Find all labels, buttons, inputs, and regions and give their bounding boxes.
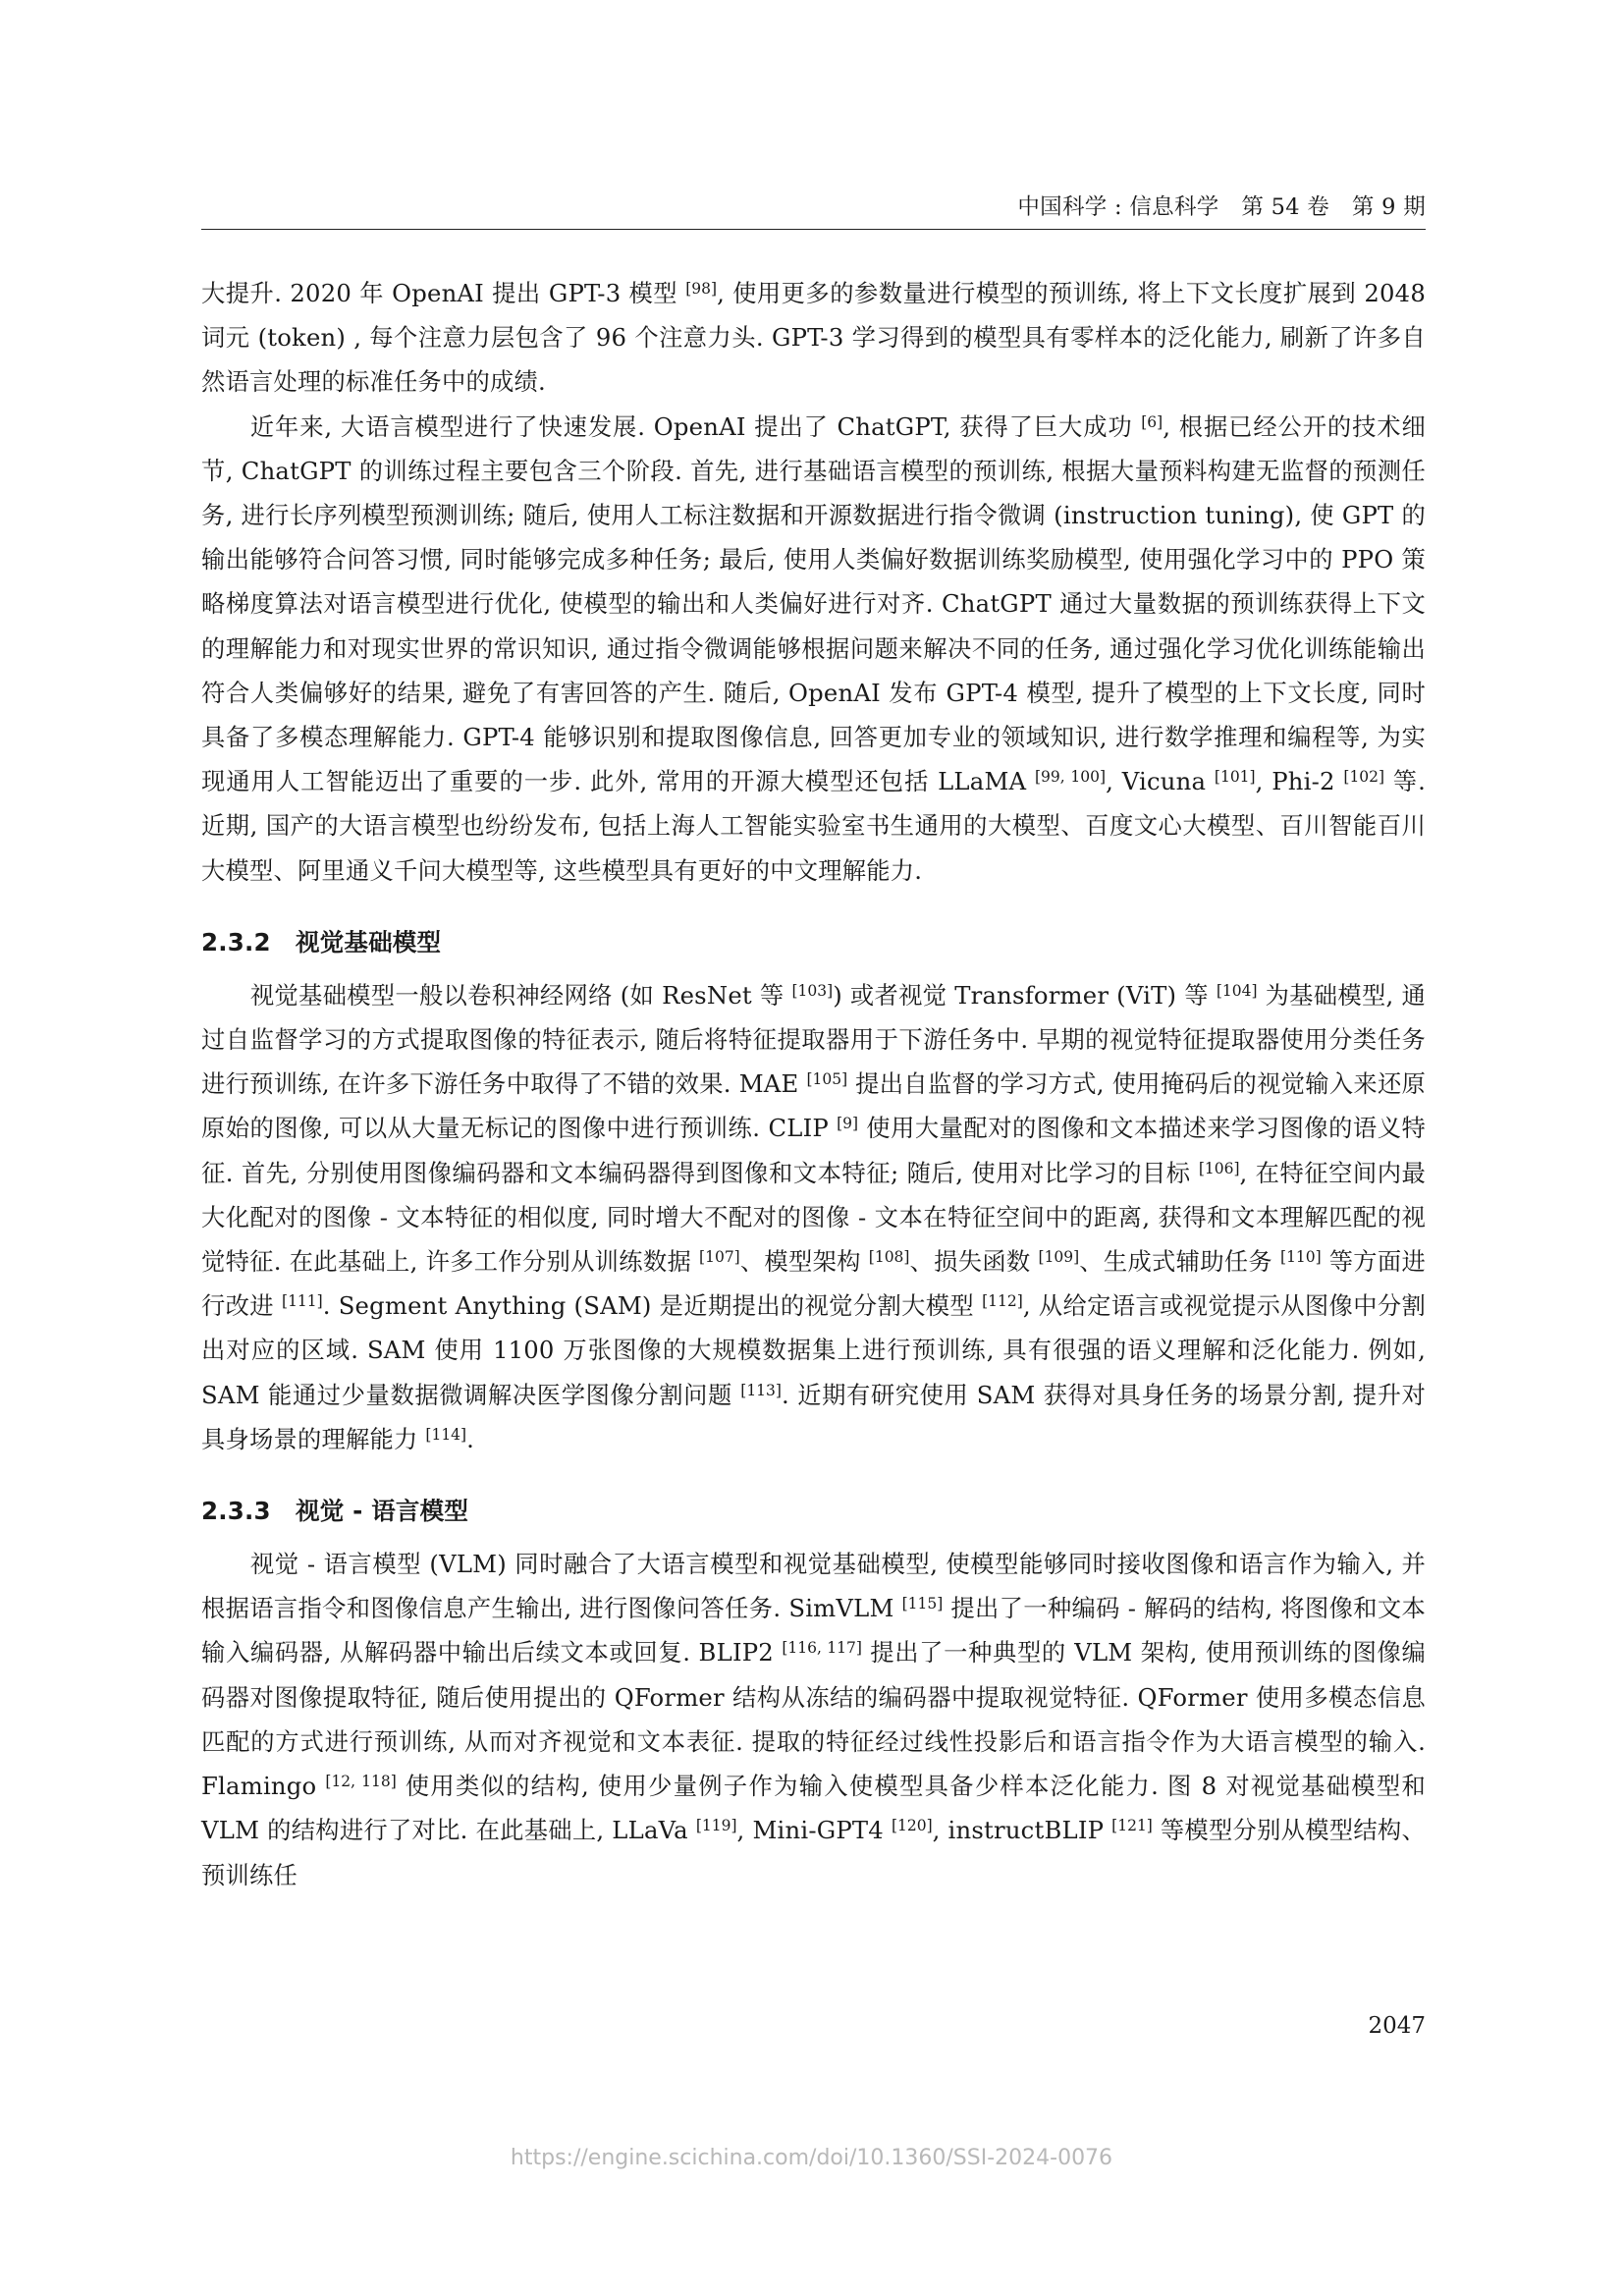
citation: [110] [1280,1248,1322,1267]
citation: [101] [1214,768,1256,787]
text-run: , 使用更多的参数量进行模型的预训练, 将上下文长度扩展到 2048 词元 (token) , 每个注意力层包含了 96 个注意力头. GPT-3 学习得到的模型具有零样本的泛化能力, 刷新了许多自然语言处理的标准任务中的成绩. [201,279,1426,397]
citation: [98] [685,280,718,298]
text-run: ) 或者视觉 Transformer (ViT) 等 [833,980,1217,1010]
citation: [103] [791,981,834,1000]
text-run: 等. 近期, 国产的大语言模型也纷纷发布, 包括上海人工智能实验室书生通用的大模型、百度文心大模型、百川智能百川大模型、阿里通义千问大模型等, 这些模型具有更好的中文理解能力. [201,767,1427,885]
citation: [108] [868,1248,910,1267]
citation: [6] [1141,412,1163,431]
paragraph-continued [201,271,1426,405]
paragraph-llm-development [201,405,1426,893]
text-run: 、损失函数 [909,1247,1039,1277]
citation: [111] [282,1292,323,1311]
text-run: 大提升. 2020 年 OpenAI 提出 GPT-3 模型 [201,279,686,307]
text-run: 近年来, 大语言模型进行了快速发展. OpenAI 提出了 ChatGPT, 获得了巨大成功 [249,411,1142,441]
citation: [99, 100] [1035,768,1107,787]
text-run: 、模型架构 [739,1247,869,1277]
citation: [107] [699,1248,740,1267]
page-number: 2047 [1368,2013,1426,2039]
doi-url-watermark: https://engine.scichina.com/doi/10.1360/SSI-2024-0076 [510,2146,1113,2170]
citation: [114] [425,1425,467,1444]
citation: [105] [806,1070,848,1089]
section-title: 视觉基础模型 [296,927,442,957]
citation: [9] [837,1115,859,1133]
section-heading-2-3-2 [201,920,1426,964]
text-run: 、生成式辅助任务 [1079,1247,1281,1277]
text-run: 视觉 - 语言模型 (VLM) 同时融合了大语言模型和视觉基础模型, 使模型能够同时接收图像和语言作为输入, 并根据语言指令和图像信息产生输出, 进行图像问答任务. SimVLM [201,1550,1426,1623]
text-run: , 根据已经公开的技术细节, ChatGPT 的训练过程主要包含三个阶段. 首先, 进行基础语言模型的预训练, 根据大量预料构建无监督的预测任务, 进行长序列模型预测训练; 随后, 使用人工标注数据和开源数据进行指令微调 (instruction tuning), 使 GPT 的输出能够符合问答习惯, 同时能够完成多种任务; 最后, 使用人类偏好数据训练奖励模型, 使用强化学习中的 PPO 策略梯度算法对语言模型进行优化, 使模型的输出和人类偏好进行对齐. ChatGPT 通过大量数据的预训练获得上下文的理解能力和对现实世界的常识知识, 通过指令微调能够根据问题来解决不同的任务, 通过强化学习优化训练能输出符合人类偏够好的结果, 避免了有害回答的产生. 随后, OpenAI 发布 GPT-4 模型, 提升了模型的上下文长度, 同时具备了多模态理解能力. GPT-4 能够识别和提取图像信息, 回答更加专业的领域知识, 进行数学推理和编程等, 为实现通用人工智能迈出了重要的一步. 此外, 常用的开源大模型还包括 LLaMA [201,411,1426,796]
text-run: 提出了一种编码 - 解码的结构, 将图像和文本输入编码器, 从解码器中输出后续文本或回复. BLIP2 [201,1594,1426,1667]
paragraph-vision-language-models [201,1542,1426,1897]
citation: [104] [1216,981,1258,1000]
text-run: , Phi-2 [1255,767,1344,796]
text-run: 提出自监督的学习方式, 使用掩码后的视觉输入来还原原始的图像, 可以从大量无标记的图像中进行预训练. CLIP [201,1069,1427,1143]
citation: [120] [891,1817,933,1835]
text-run: , instructBLIP [932,1816,1112,1845]
citation: [106] [1198,1159,1240,1177]
citation: [112] [982,1292,1023,1311]
text-run: 等方面进行改进 [201,1247,1426,1321]
text-run: 使用大量配对的图像和文本描述来学习图像的语义特征. 首先, 分别使用图像编码器和文本编码器得到图像和文本特征; 随后, 使用对比学习的目标 [201,1114,1426,1187]
citation: [115] [901,1595,944,1613]
citation: [119] [695,1817,737,1835]
paragraph-vision-foundation-models [201,973,1426,1461]
section-heading-2-3-3 [201,1489,1426,1533]
text-run: , Mini-GPT4 [736,1816,892,1845]
citation: [113] [740,1381,782,1399]
text-run: . 近期有研究使用 SAM 获得对具身任务的场景分割, 提升对具身场景的理解能力 [201,1380,1426,1453]
text-run: 视觉基础模型一般以卷积神经网络 (如 ResNet 等 [249,980,792,1010]
text-run: 提出了一种典型的 VLM 架构, 使用预训练的图像编码器对图像提取特征, 随后使用提出的 QFormer 结构从冻结的编码器中提取视觉特征. QFormer 使用多模态信息匹配的方式进行预训练, 从而对齐视觉和文本表征. 提取的特征经过线性投影后和语言指令作为大语言模型的输入. Flamingo [201,1638,1426,1801]
text-run: . [466,1424,475,1453]
citation: [121] [1111,1817,1153,1835]
running-header: 中国科学 : 信息科学 第 54 卷 第 9 期 [1017,194,1426,220]
article-body [201,271,1426,1897]
text-run: 使用类似的结构, 使用少量例子作为输入使模型具备少样本泛化能力. 图 8 对视觉基础模型和 VLM 的结构进行了对比. 在此基础上, LLaVa [201,1772,1426,1845]
citation: [116, 117] [782,1639,862,1658]
section-title: 视觉 - 语言模型 [296,1497,469,1526]
citation: [109] [1038,1248,1080,1267]
text-run: , 从给定语言或视觉提示从图像中分割出对应的区域. SAM 使用 1100 万张图像的大规模数据集上进行预训练, 具有很强的语义理解和泛化能力. 例如, SAM 能通过少量数据微调解决医学图像分割问题 [201,1291,1426,1409]
header-rule [201,229,1426,230]
text-run: 等模型分别从模型结构、预训练任 [201,1816,1426,1889]
text-run: , Vicuna [1106,767,1215,796]
section-number: 2.3.2 [201,927,271,957]
citation: [12, 118] [325,1773,397,1791]
text-run: , 在特征空间内最大化配对的图像 - 文本特征的相似度, 同时增大不配对的图像 - 文本在特征空间中的距离, 获得和文本理解匹配的视觉特征. 在此基础上, 许多工作分别从训练数据 [201,1158,1427,1277]
text-run: 为基础模型, 通过自监督学习的方式提取图像的特征表示, 随后将特征提取器用于下游任务中. 早期的视觉特征提取器使用分类任务进行预训练, 在许多下游任务中取得了不错的效果. MAE [201,980,1426,1099]
text-run: . Segment Anything (SAM) 是近期提出的视觉分割大模型 [322,1291,983,1321]
section-number: 2.3.3 [201,1497,271,1526]
citation: [102] [1343,768,1385,787]
